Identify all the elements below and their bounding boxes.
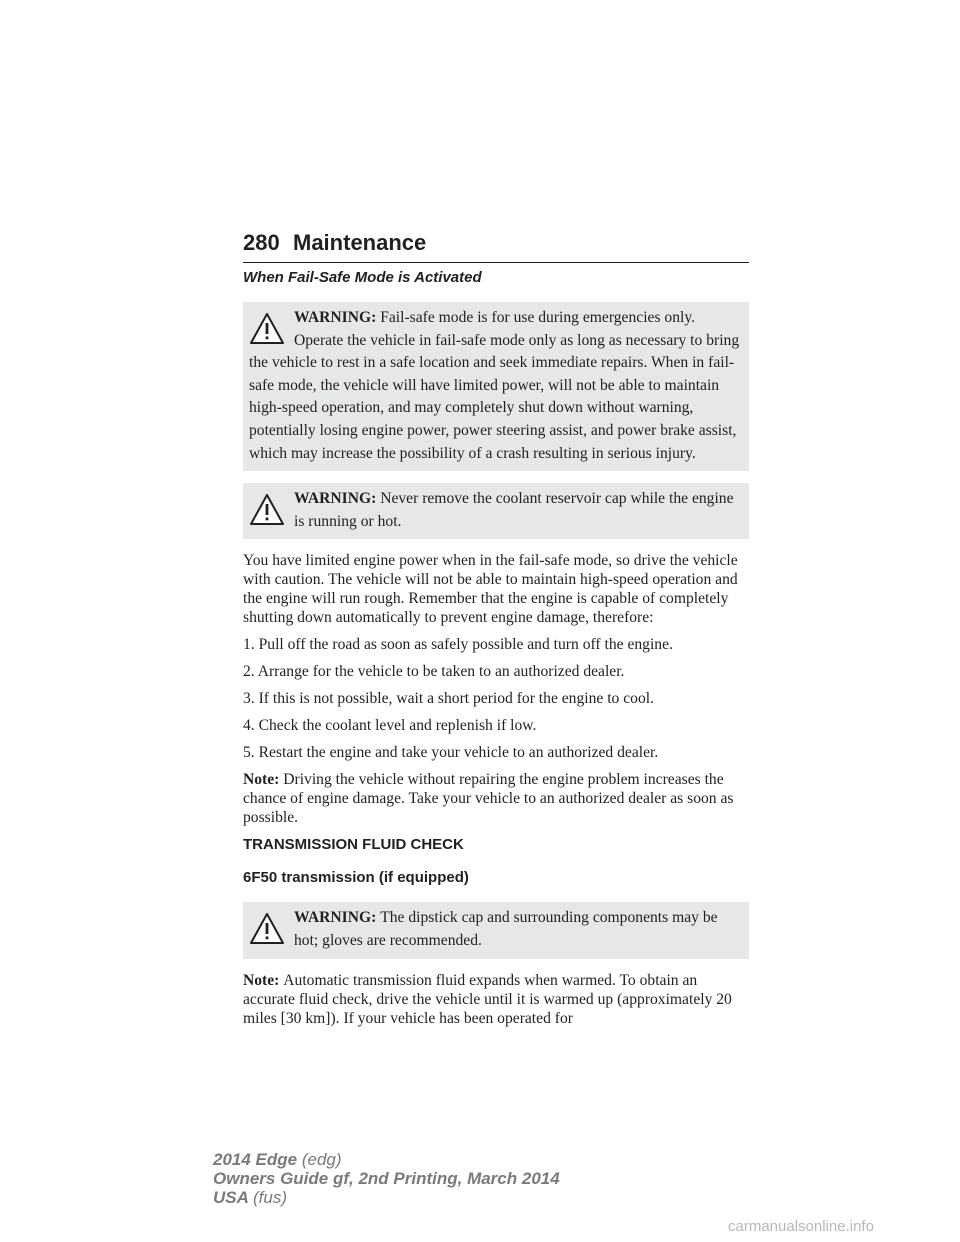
list-item: 1. Pull off the road as soon as safely possible and turn off the engine. bbox=[243, 636, 673, 654]
footer-model-code: (edg) bbox=[301, 1150, 342, 1169]
list-item: 5. Restart the engine and take your vehicle to an authorized dealer. bbox=[243, 744, 659, 762]
section-title: Maintenance bbox=[293, 230, 427, 255]
footer-model: 2014 Edge bbox=[213, 1150, 302, 1169]
transmission-heading: TRANSMISSION FLUID CHECK bbox=[243, 836, 464, 854]
footer-market-code: (fus) bbox=[253, 1188, 287, 1207]
watermark: carmanualsonline.info bbox=[728, 1218, 874, 1235]
note-text: Automatic transmission fluid expands when warmed. To obtain an accurate fluid check, drive the vehicle until it is warmed up (approximately 20 miles [30 km]). If your vehicle has been operated for bbox=[243, 971, 732, 1027]
transmission-note bbox=[243, 971, 749, 1028]
page-number: 280 bbox=[243, 230, 280, 255]
note-label: Note: bbox=[243, 771, 284, 789]
note-label: Note: bbox=[243, 971, 284, 989]
warning-triangle-icon bbox=[249, 912, 285, 946]
footer-printing: Owners Guide gf, 2nd Printing, March 2014 bbox=[213, 1169, 560, 1188]
warning-body: Never remove the coolant reservoir cap while the engine is running or hot. bbox=[294, 490, 734, 530]
warning-box-coolant bbox=[243, 483, 749, 539]
fail-safe-note bbox=[243, 770, 749, 827]
document-footer bbox=[213, 1150, 560, 1207]
fail-safe-heading: When Fail-Safe Mode is Activated bbox=[243, 269, 482, 286]
warning-box-dipstick bbox=[243, 902, 749, 958]
footer-market: USA bbox=[213, 1188, 253, 1207]
fail-safe-intro: You have limited engine power when in the fail-safe mode, so drive the vehicle with caution. The vehicle will not be able to maintain high-speed operation and the engine will run rough. Remember that the engine is capable of completely shutting down automatically to prevent engine damage, therefore: bbox=[243, 552, 738, 627]
warning-text bbox=[249, 307, 741, 465]
warning-label: WARNING: bbox=[294, 309, 381, 326]
page-content bbox=[243, 268, 749, 1036]
footer-line-market bbox=[213, 1188, 560, 1207]
warning-triangle-icon bbox=[249, 312, 285, 346]
list-item: 3. If this is not possible, wait a short period for the engine to cool. bbox=[243, 690, 654, 708]
warning-label: WARNING: bbox=[294, 490, 381, 508]
list-item: 2. Arrange for the vehicle to be taken to an authorized dealer. bbox=[243, 663, 625, 681]
warning-label: WARNING: bbox=[294, 909, 381, 927]
list-item: 4. Check the coolant level and replenish if low. bbox=[243, 717, 537, 735]
warning-triangle-icon bbox=[249, 493, 285, 527]
warning-body: The dipstick cap and surrounding components may be hot; gloves are recommended. bbox=[294, 909, 718, 949]
warning-box-fail-safe bbox=[243, 302, 749, 471]
note-text: Driving the vehicle without repairing the engine problem increases the chance of engine damage. Take your vehicle to an authorized dealer as soon as possible. bbox=[243, 771, 734, 827]
warning-body: Fail-safe mode is for use during emergencies only. Operate the vehicle in fail-safe mode only as long as necessary to bring the vehicle to rest in a safe location and seek immediate repairs. When in fail-safe mode, the vehicle will have limited power, will not be able to maintain high-speed operation, and may completely shut down without warning, potentially losing engine power, power steering assist, and power brake assist, which may increase the possibility of a crash resulting in serious injury. bbox=[249, 309, 740, 462]
warning-text bbox=[249, 488, 741, 533]
page-header bbox=[243, 230, 749, 263]
transmission-subheading: 6F50 transmission (if equipped) bbox=[243, 869, 469, 887]
footer-line-model bbox=[213, 1150, 560, 1169]
warning-text bbox=[249, 907, 741, 952]
